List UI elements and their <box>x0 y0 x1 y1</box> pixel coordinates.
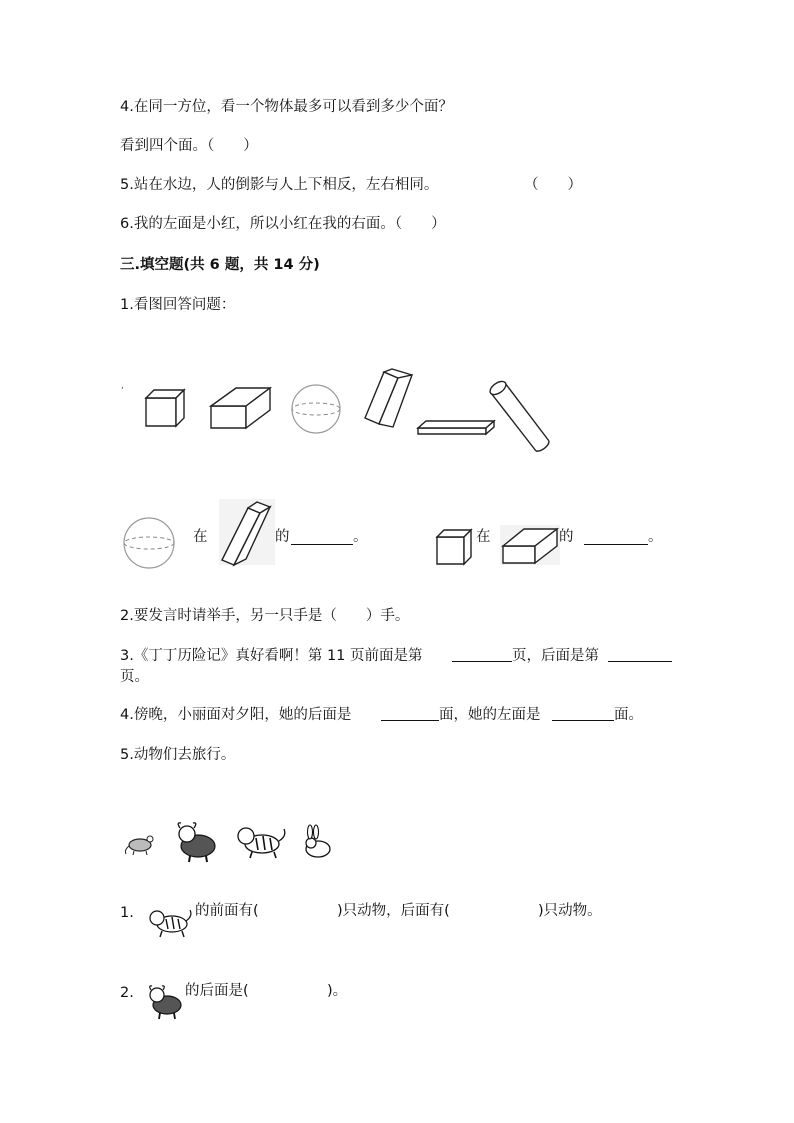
q1-left-end: 。 <box>353 529 368 545</box>
fill-q4-b: 面，她的左面是 <box>439 707 541 723</box>
fill-q4-c: 面。 <box>614 707 643 723</box>
sub1-part-c: )只动物。 <box>538 903 602 919</box>
sub1-number: 1. <box>120 905 134 921</box>
fill-q1-title: 1.看图回答问题： <box>120 297 236 313</box>
sub2-part-a: 的后面是( <box>185 983 249 999</box>
q1-right-end: 。 <box>648 529 663 545</box>
svg-text:,: , <box>121 381 124 391</box>
fill-q3-b: 页，后面是第 <box>512 648 599 664</box>
q1-right-de: 的 <box>559 529 574 545</box>
q1-right-in: 在 <box>476 529 491 545</box>
sub2-part-b: )。 <box>327 983 348 999</box>
ox-icon <box>178 823 215 862</box>
judge-q6: 6.我的左面是小红，所以小红在我的右面。（ ） <box>120 216 446 232</box>
q1-left-in: 在 <box>193 529 208 545</box>
tiger-icon <box>238 828 285 858</box>
section-heading: 三.填空题(共 6 题，共 14 分) <box>120 257 320 273</box>
rabbit-icon <box>306 825 330 857</box>
judge-q5-paren: （ ） <box>524 177 582 193</box>
sub2-number: 2. <box>120 985 134 1001</box>
fill-q4-a: 4.傍晚，小丽面对夕阳，她的后面是 <box>120 707 352 723</box>
fill-q3-a: 3.《丁丁历险记》真好看啊！第 11 页前面是第 <box>120 648 423 664</box>
ox-small-icon <box>150 986 181 1019</box>
fill-q3-c: 页。 <box>120 669 149 685</box>
q1-left-de: 的 <box>275 529 290 545</box>
sub1-part-a: 的前面有( <box>195 903 259 919</box>
mouse-icon <box>125 836 153 855</box>
fill-q5-title: 5.动物们去旅行。 <box>120 747 236 763</box>
tiger-small-icon <box>150 910 191 937</box>
fill-q2: 2.要发言时请举手，另一只手是（ ）手。 <box>120 608 410 624</box>
judge-q5: 5.站在水边，人的倒影与人上下相反，左右相同。 <box>120 177 439 193</box>
judge-q4-title: 4.在同一方位，看一个物体最多可以看到多少个面？ <box>120 99 453 115</box>
judge-q4-answer: 看到四个面。（ ） <box>120 138 258 154</box>
sub1-part-b: )只动物，后面有( <box>337 903 450 919</box>
